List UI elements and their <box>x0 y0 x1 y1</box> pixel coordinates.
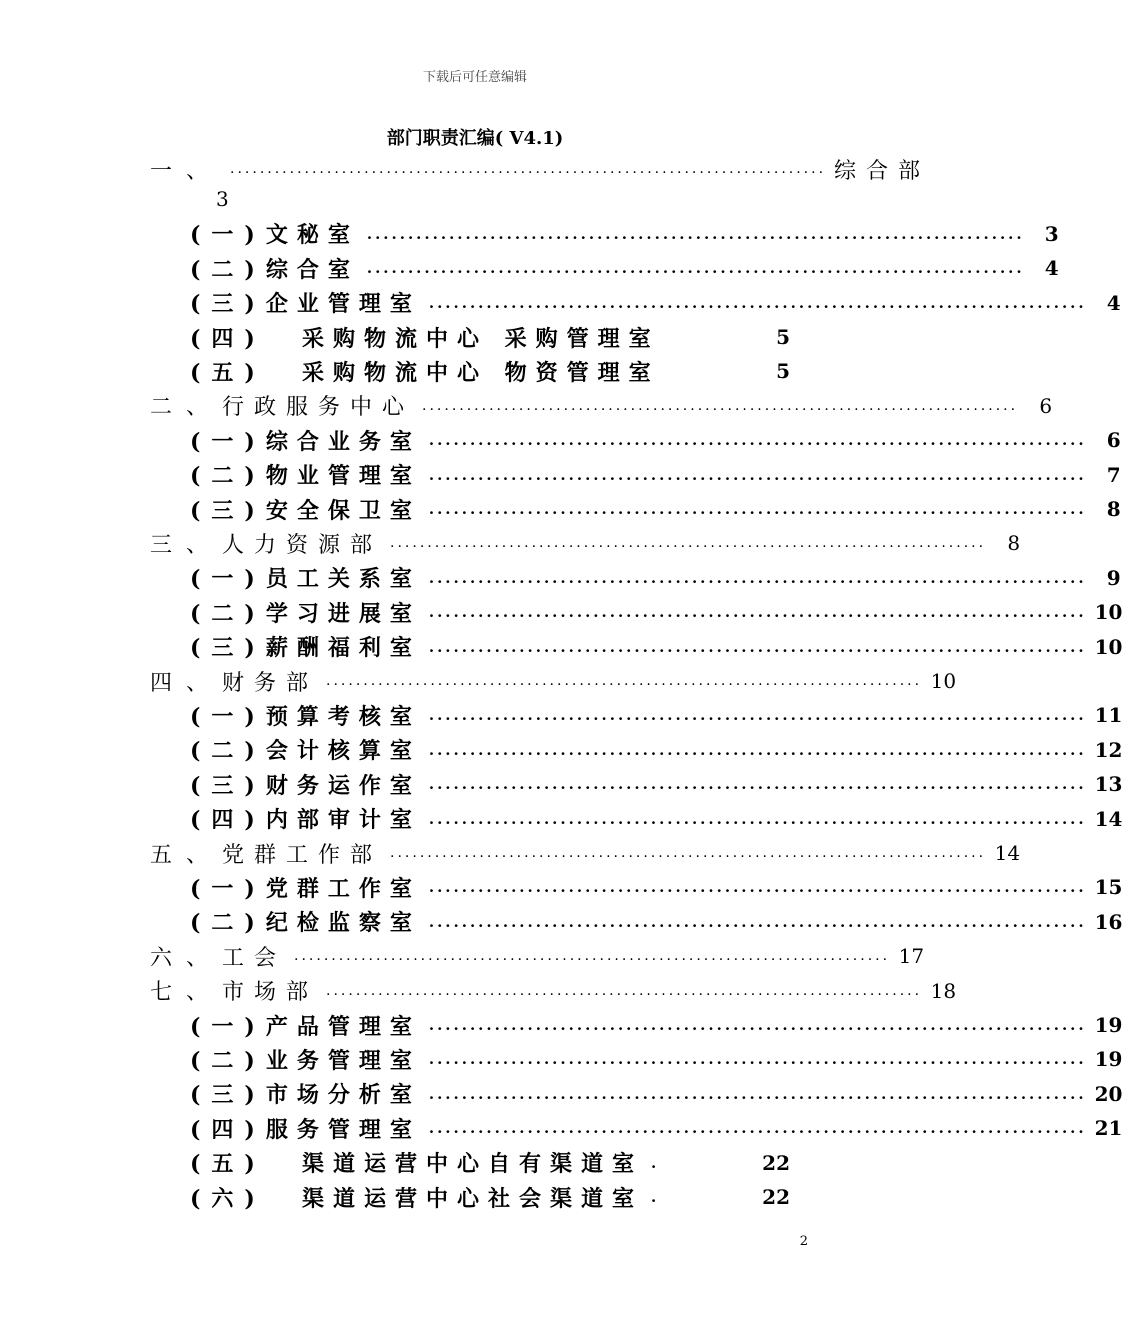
toc-entry-number: 六、 <box>150 945 223 971</box>
toc-entry-number: 五、 <box>150 842 223 868</box>
toc-entry-number: (一) <box>190 222 266 249</box>
toc-subsection-entry[interactable] <box>190 698 1122 732</box>
toc-entry-page: 7 <box>1106 462 1121 487</box>
toc-section-entry[interactable] <box>150 939 925 973</box>
toc-entry-page: 10 <box>930 669 957 693</box>
toc-entry-title: 财务部 <box>222 670 319 696</box>
toc-subsection-entry[interactable] <box>190 1042 1122 1076</box>
toc-subsection-entry[interactable] <box>190 1008 1122 1042</box>
toc-entry-page: 8 <box>1007 531 1021 556</box>
toc-entry-number: (三) <box>190 635 266 662</box>
toc-entry-number: (六) <box>190 1185 266 1212</box>
toc-entry-title: 财务运作室 <box>265 772 421 799</box>
toc-entry-page: 22 <box>762 1150 790 1175</box>
toc-entry-number: (二) <box>190 600 266 627</box>
toc-entry-page: 18 <box>930 978 957 1003</box>
toc-entry-number: 七、 <box>150 980 223 1006</box>
toc-dot-leader: ................................................................................ <box>428 878 1087 897</box>
toc-entry-number: (一) <box>190 703 266 730</box>
document-title: 部门职责汇编( V4.1) <box>386 128 564 149</box>
toc-entry-number: (二) <box>190 1047 266 1074</box>
page-number: 2 <box>799 1234 808 1249</box>
toc-dot-leader: ................................................................................ <box>326 673 923 689</box>
toc-entry-number: (一) <box>190 875 266 902</box>
toc-subsection-entry[interactable] <box>190 905 1122 939</box>
toc-subsection-entry[interactable] <box>190 286 1121 320</box>
toc-subsection-entry[interactable] <box>190 320 790 354</box>
toc-entry-title: 会计核算室 <box>265 738 421 765</box>
toc-subsection-entry[interactable] <box>190 251 1059 285</box>
toc-entry-title: 人力资源部 <box>222 532 383 558</box>
toc-subsection-entry[interactable] <box>190 1111 1122 1145</box>
toc-dot-leader: ................................................................................ <box>428 1119 1087 1138</box>
header-note: 下载后可任意编辑 <box>422 70 527 85</box>
toc-entry-page: 14 <box>994 841 1021 865</box>
toc-subsection-entry[interactable] <box>190 630 1122 664</box>
toc-entry-title: 产品管理室 <box>265 1013 421 1040</box>
toc-entry-number: (三) <box>190 291 266 318</box>
toc-entry-number: (五) <box>190 1151 266 1178</box>
toc-subsection-entry[interactable] <box>190 1180 790 1214</box>
toc-entry-page: 20 <box>1094 1081 1122 1106</box>
toc-subsection-entry[interactable] <box>190 767 1122 801</box>
toc-entry-page: 15 <box>1094 875 1122 900</box>
toc-entry-title: 学习进展室 <box>265 600 421 627</box>
toc-dot-leader: ................................................................................ <box>428 775 1087 794</box>
toc-entry-number: 一、 <box>150 158 223 184</box>
toc-entry-number: (二) <box>190 256 266 283</box>
toc-entry-page: 11 <box>1094 703 1122 728</box>
toc-entry-page: 6 <box>1106 428 1121 453</box>
toc-entry-page: 4 <box>1106 290 1121 315</box>
toc-dot-leader: ................................................................................ <box>366 259 1025 278</box>
toc-entry-title: 员工关系室 <box>265 566 421 593</box>
toc-entry-title: 市场分析室 <box>265 1082 421 1109</box>
toc-entry-page: 21 <box>1094 1116 1122 1141</box>
toc-dot-leader: ................................................................................ <box>428 706 1087 725</box>
toc-entry-title: 预算考核室 <box>265 703 421 730</box>
toc-entry-title: 综合部 <box>834 158 931 184</box>
toc-subsection-entry[interactable] <box>190 1146 790 1180</box>
toc-subsection-entry[interactable] <box>190 733 1122 767</box>
toc-entry-title: 安全保卫室 <box>265 497 421 524</box>
toc-entry-page: 9 <box>1106 565 1121 590</box>
toc-dot-leader: ................................................................................ <box>428 1016 1087 1034</box>
toc-entry-page: 14 <box>1094 806 1122 831</box>
toc-entry-page: 10 <box>1094 634 1122 659</box>
toc-entry-title: 渠道运营中心自有渠道室 <box>302 1151 644 1178</box>
toc-subsection-entry[interactable] <box>190 802 1122 836</box>
toc-dot-leader: ................................................................................ <box>428 809 1087 828</box>
toc-dot-leader: ................................................................................ <box>390 535 987 552</box>
toc-section-entry[interactable] <box>150 389 1053 423</box>
toc-entry-number: 三、 <box>150 532 223 558</box>
toc-dot-leader: . <box>651 1188 660 1206</box>
toc-entry-number: (二) <box>190 463 266 490</box>
toc-entry-page: 10 <box>1094 600 1122 625</box>
toc-entry-title: 行政服务中心 <box>222 395 415 421</box>
toc-entry-number: (五) <box>190 359 266 386</box>
toc-entry-number: 二、 <box>150 395 223 421</box>
toc-section-page-wrap <box>216 182 242 216</box>
toc-entry-title: 纪检监察室 <box>265 910 421 937</box>
toc-dot-leader: ................................................................................ <box>428 431 1087 450</box>
toc-subsection-entry[interactable] <box>190 561 1121 595</box>
toc-entry-page: 16 <box>1094 909 1122 934</box>
toc-entry-page: 6 <box>1039 393 1053 418</box>
toc-entry-title: 党群工作室 <box>265 875 421 902</box>
toc-entry-number: (三) <box>190 772 266 799</box>
toc-subsection-entry[interactable] <box>190 595 1122 629</box>
toc-entry-page: 5 <box>776 359 790 384</box>
toc-entry-number: (三) <box>190 497 266 524</box>
toc-entry-title: 业务管理室 <box>265 1047 421 1074</box>
toc-dot-leader: ................................................................................ <box>428 500 1087 518</box>
toc-subsection-entry[interactable] <box>190 870 1122 904</box>
toc-entry-title: 文秘室 <box>265 222 359 249</box>
toc-entry-number: (一) <box>190 428 266 455</box>
toc-section-entry[interactable] <box>150 664 957 698</box>
toc-entry-page: 19 <box>1094 1047 1122 1072</box>
toc-entry-number: (四) <box>190 325 266 352</box>
toc-entry-page: 13 <box>1094 772 1122 797</box>
toc-subsection-entry[interactable] <box>190 458 1121 492</box>
toc-dot-leader: ................................................................................ <box>428 568 1087 587</box>
toc-entry-title: 市场部 <box>222 980 319 1006</box>
toc-dot-leader: ................................................................................ <box>230 161 827 177</box>
toc-entry-number: (三) <box>190 1082 266 1109</box>
toc-dot-leader: ................................................................................ <box>428 912 1087 931</box>
toc-entry-page: 12 <box>1094 737 1122 762</box>
toc-entry-number: 四、 <box>150 670 223 696</box>
toc-entry-title: 薪酬福利室 <box>265 635 421 662</box>
toc-dot-leader: ................................................................................ <box>422 397 1019 414</box>
toc-entry-title: 工会 <box>222 945 287 971</box>
toc-dot-leader: ................................................................................ <box>428 1050 1087 1069</box>
toc-dot-leader: ................................................................................ <box>326 982 923 999</box>
toc-entry-title: 采购物流中心 物资管理室 <box>302 359 660 386</box>
toc-section-entry[interactable] <box>150 836 1021 870</box>
toc-dot-leader: ................................................................................ <box>366 224 1025 243</box>
toc-dot-leader: ................................................................................ <box>428 603 1087 622</box>
toc-entry-title: 综合业务室 <box>265 428 421 455</box>
toc-subsection-entry[interactable] <box>190 423 1121 457</box>
toc-section-entry[interactable] <box>150 526 1021 560</box>
toc-entry-title: 企业管理室 <box>265 291 421 318</box>
toc-entry-title: 党群工作部 <box>222 842 383 868</box>
toc-subsection-entry[interactable] <box>190 354 790 388</box>
toc-entry-page: 8 <box>1106 497 1121 521</box>
toc-dot-leader: ................................................................................ <box>390 845 987 861</box>
toc-entry-page: 22 <box>762 1185 790 1209</box>
toc-entry-number: (四) <box>190 807 266 834</box>
toc-subsection-entry[interactable] <box>190 217 1059 251</box>
toc-dot-leader: ................................................................................ <box>428 293 1087 312</box>
toc-entry-page: 3 <box>216 187 229 212</box>
toc-dot-leader: ................................................................................ <box>294 948 891 965</box>
toc-entry-title: 物业管理室 <box>265 463 421 490</box>
toc-dot-leader: ................................................................................ <box>428 1084 1087 1103</box>
toc-entry-title: 采购物流中心 采购管理室 <box>302 325 660 352</box>
toc-dot-leader: ................................................................................ <box>428 740 1087 759</box>
toc-entry-page: 3 <box>1044 221 1059 246</box>
toc-entry-number: (二) <box>190 910 266 937</box>
toc-entry-page: 5 <box>776 325 790 349</box>
toc-entry-title: 内部审计室 <box>265 807 421 834</box>
toc-section-entry[interactable] <box>150 974 957 1008</box>
toc-entry-page: 4 <box>1044 256 1059 281</box>
toc-section-entry[interactable] <box>150 152 931 186</box>
toc-entry-number: (二) <box>190 738 266 765</box>
toc-subsection-entry[interactable] <box>190 492 1121 526</box>
toc-entry-number: (四) <box>190 1116 266 1143</box>
toc-dot-leader: ................................................................................ <box>428 637 1087 656</box>
toc-subsection-entry[interactable] <box>190 1077 1122 1111</box>
toc-entry-title: 渠道运营中心社会渠道室 <box>302 1185 644 1212</box>
toc-entry-title: 服务管理室 <box>265 1116 421 1143</box>
toc-entry-page: 19 <box>1094 1013 1122 1037</box>
toc-entry-title: 综合室 <box>265 256 359 283</box>
toc-entry-page: 17 <box>898 944 925 969</box>
toc-entry-number: (一) <box>190 566 266 593</box>
toc-dot-leader: . <box>651 1153 660 1172</box>
toc-entry-number: (一) <box>190 1013 266 1040</box>
toc-dot-leader: ................................................................................ <box>428 465 1087 484</box>
